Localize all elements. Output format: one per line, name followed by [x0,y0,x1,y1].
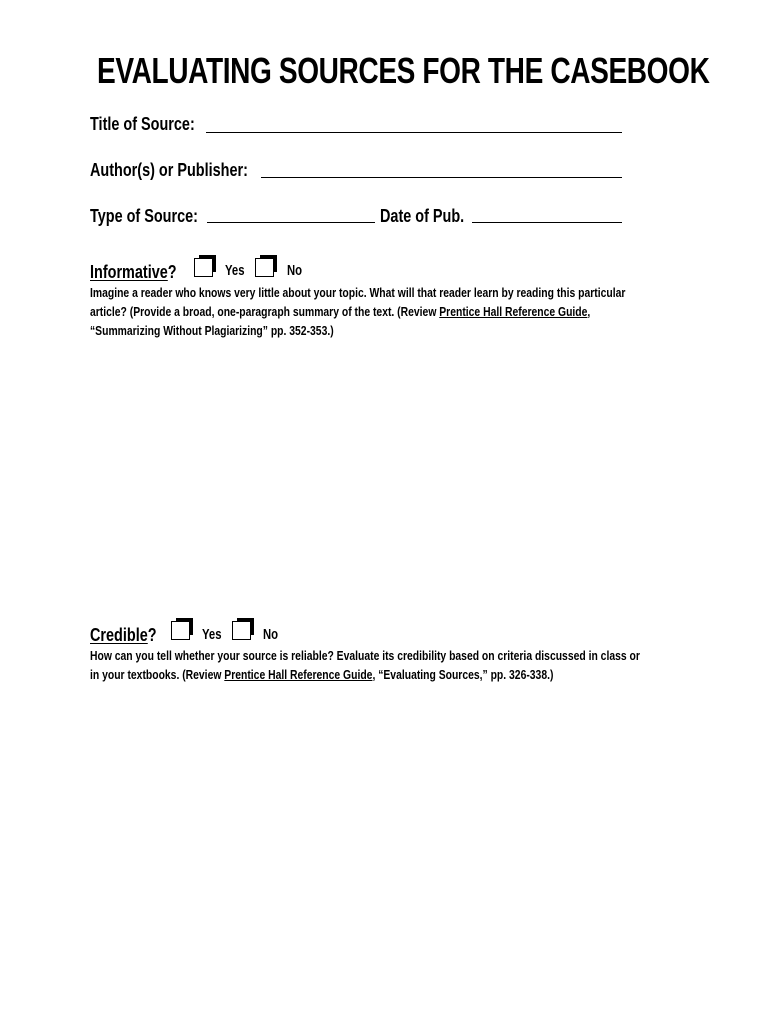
informative-label: Informative? [90,261,177,282]
informative-no-checkbox[interactable] [255,258,274,277]
credible-no-label: No [263,627,279,643]
authors-line[interactable] [261,177,622,178]
page-title: EVALUATING SOURCES FOR THE CASEBOOK [97,50,710,91]
informative-no-label: No [287,263,303,279]
authors-label: Author(s) or Publisher: [90,159,248,180]
credible-no-checkbox[interactable] [232,621,251,640]
informative-yes-label: Yes [225,263,245,279]
credible-instructions: How can you tell whether your source is reliable? Evaluate its credibility based on criteria discussed in class or in your textbooks. (Review Prentice Hall Reference Guide, “Evaluating Sources,” pp. 326-338.) [90,648,640,682]
type-of-source-line[interactable] [207,222,375,223]
credible-yes-label: Yes [202,627,222,643]
informative-instructions: Imagine a reader who knows very little about your topic. What will that reader learn by reading this particular article? (Provide a broad, one-paragraph summary of the text. (Review Prentice Hall Reference Guide, “Summarizing Without Plagiarizing” pp. 352-353.) [90,285,626,338]
title-of-source-line[interactable] [206,132,622,133]
informative-yes-checkbox[interactable] [194,258,213,277]
title-of-source-label: Title of Source: [90,113,195,134]
type-of-source-label: Type of Source: [90,205,198,226]
credible-label: Credible? [90,624,157,645]
credible-yes-checkbox[interactable] [171,621,190,640]
date-of-pub-label: Date of Pub. [380,205,465,226]
date-of-pub-line[interactable] [472,222,622,223]
